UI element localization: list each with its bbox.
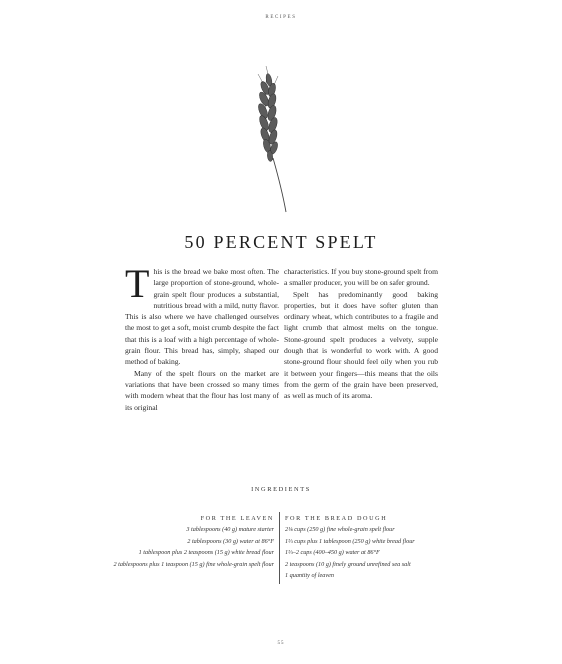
intro-paragraph-2: Many of the spelt flours on the market are variations that have been crossed so many times with modern wheat that the flour has lost many of its original <box>125 368 279 412</box>
ingredients-divider <box>279 512 280 584</box>
leaven-heading: FOR THE LEAVEN <box>200 515 274 522</box>
intro-column-left <box>125 261 279 413</box>
running-head: RECIPES <box>265 15 297 20</box>
ingredient-line: 2 teaspoons (10 g) finely ground unrefined sea salt <box>285 560 411 568</box>
ingredient-line: 3 tablespoons (40 g) mature starter <box>186 526 274 534</box>
page-number: 55 <box>277 641 285 646</box>
ingredient-line: 1 quantity of leaven <box>285 572 334 580</box>
intro-paragraph-1-text: his is the bread we bake most often. The large proportion of stone-ground, whole-grain spelt flour produces a substantial, nutritious bread with a mild, nutty flavor. This is also where we have challenged ourselves the most to get a soft, moist crumb despite the fact that this is a loaf with a high percentage of whole-grain flour. This bread has, simply, shaped our method of baking. <box>125 267 279 367</box>
ingredient-line: 2 tablespoons plus 1 teaspoon (15 g) fine whole-grain spelt flour <box>113 560 274 568</box>
ingredients-title: INGREDIENTS <box>251 486 311 493</box>
leaven-ingredients <box>113 513 274 570</box>
ingredient-line: 2 tablespoons (30 g) water at 86°F <box>187 537 274 545</box>
intro-paragraph-2-continued: characteristics. If you buy stone-ground spelt from a smaller producer, you will be on safer ground. <box>284 267 438 288</box>
dough-heading: FOR THE BREAD DOUGH <box>285 515 388 522</box>
ingredient-line: 2⅛ cups (250 g) fine whole-grain spelt flour <box>285 526 395 534</box>
recipe-title: 50 PERCENT SPELT <box>184 232 378 252</box>
dough-ingredients <box>285 513 415 581</box>
ingredient-line: 1⅔ cups plus 1 tablespoon (250 g) white bread flour <box>285 537 415 545</box>
ingredient-line: 1 tablespoon plus 2 teaspoons (15 g) white bread flour <box>138 549 274 557</box>
intro-paragraph-3: Spelt has predominantly good baking properties, but it does have softer gluten than ordinary wheat, which contributes to a fragile and light crumb that almost melts on the tongue. Stone-ground spelt produces a velvety, supple dough that is wonderful to work with. A good stone-ground flour should feel oily when you rub it between your fingers—this means that the oils from the germ of the grain have been preserved, as well as much of its aroma. <box>284 289 438 401</box>
intro-column-right <box>284 266 438 402</box>
intro-paragraph-1 <box>125 261 279 368</box>
ingredient-line: 1⅔–2 cups (400–450 g) water at 86°F <box>285 549 380 557</box>
wheat-ear-icon <box>246 66 302 214</box>
drop-cap: T <box>125 261 150 306</box>
